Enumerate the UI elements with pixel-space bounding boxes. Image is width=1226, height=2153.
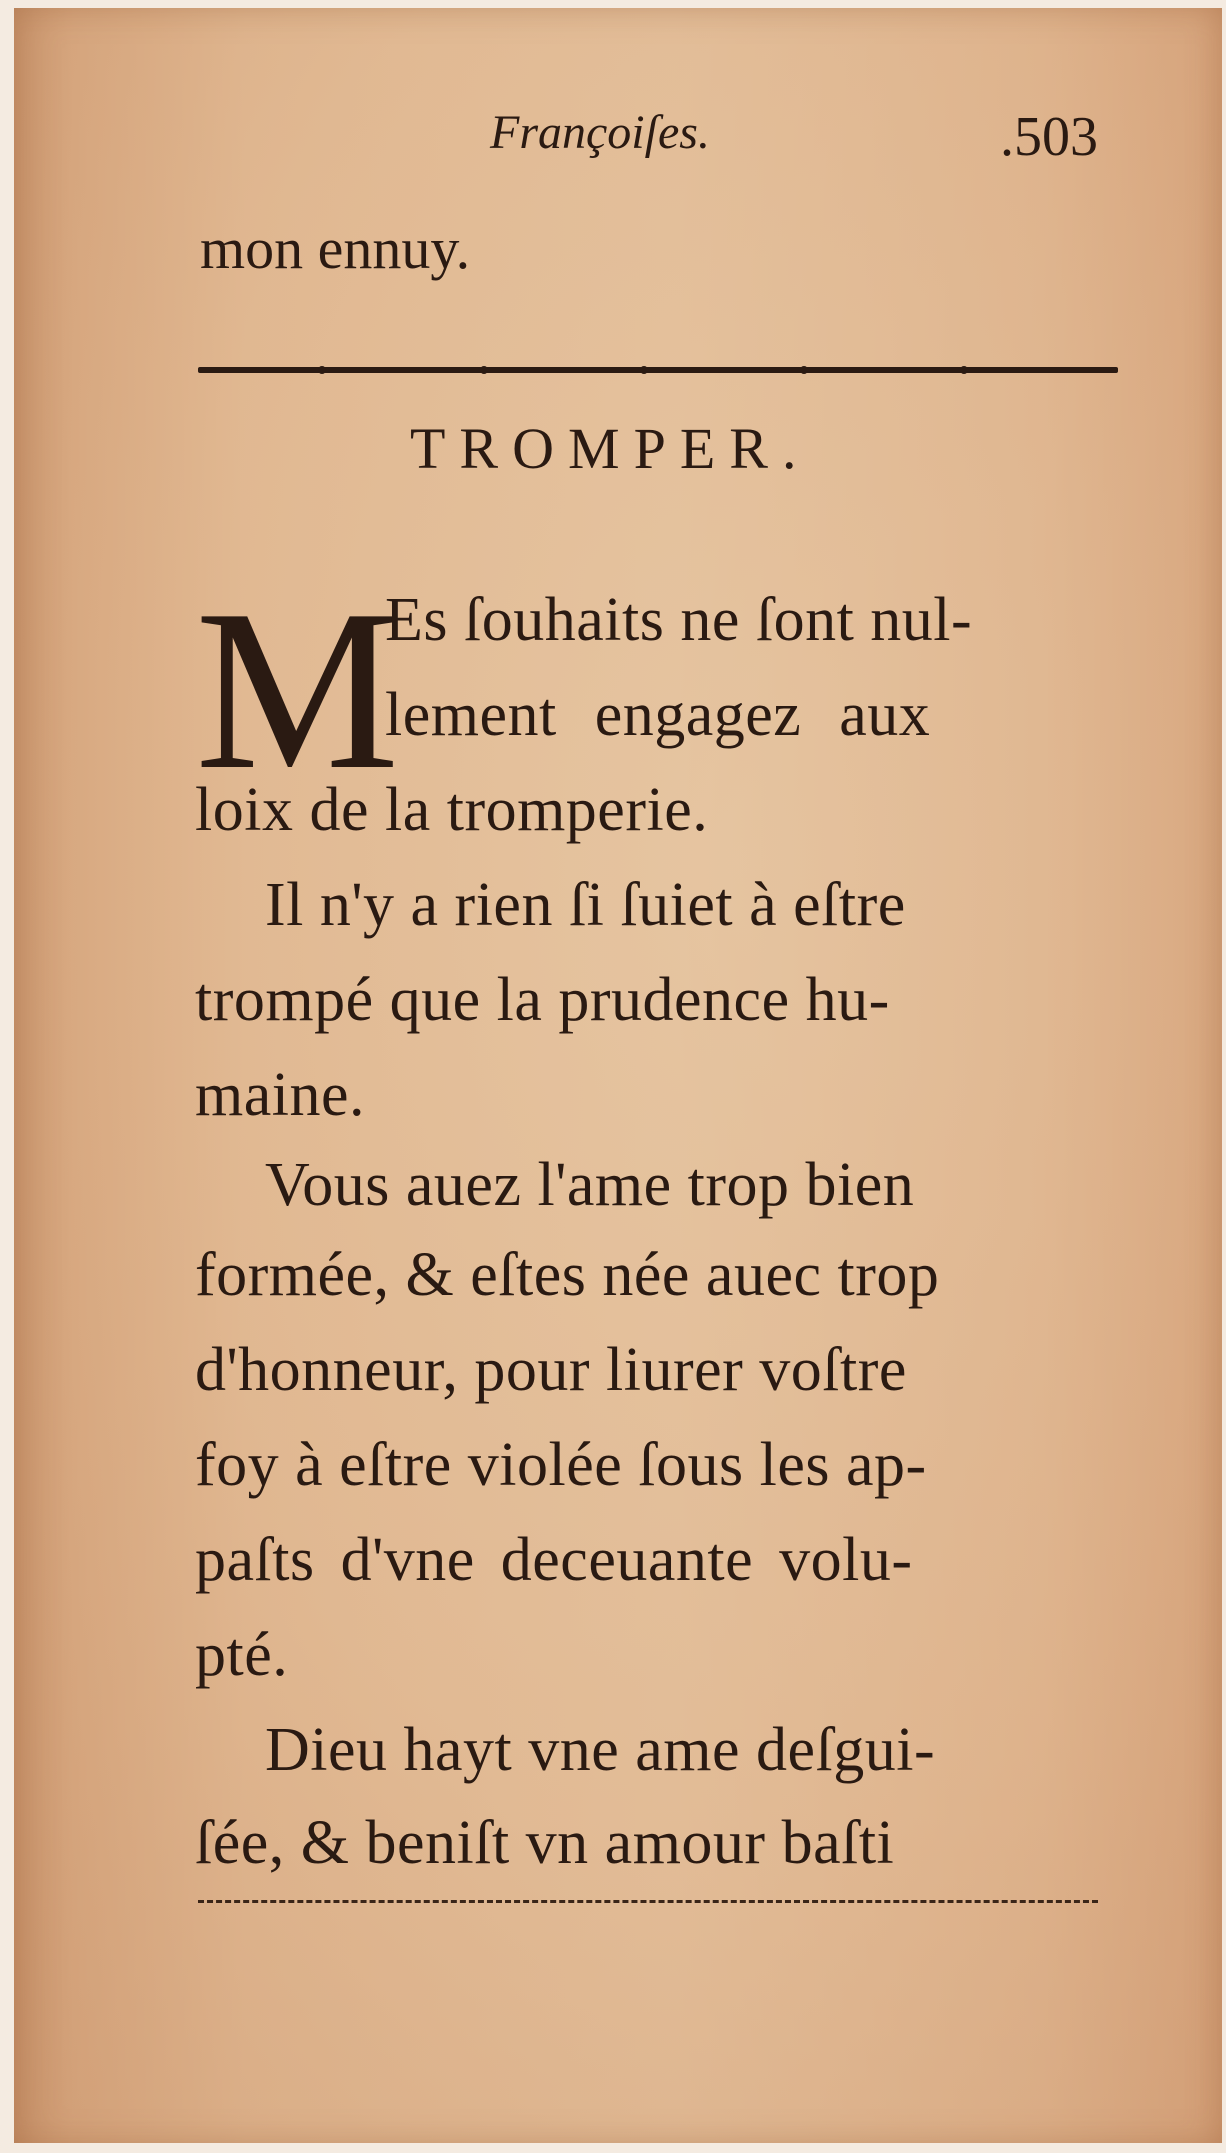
text-line: lement engagez aux [385,681,931,749]
drop-cap: M [195,562,400,817]
text-line: Dieu hayt vne ame deſgui- [265,1716,936,1784]
text-line: formée, & eſtes née auec trop [195,1241,940,1309]
text-line: foy à eſtre violée ſous les ap- [195,1431,927,1499]
page-number: .503 [1000,106,1098,168]
carry-over-line: mon ennuy. [200,216,471,281]
scan-border-bottom [0,2143,1226,2153]
text-line: d'honneur, pour liurer voſtre [195,1336,907,1404]
text-line: Vous auez l'ame trop bien [265,1151,915,1219]
text-line: maine. [195,1061,365,1129]
scan-border-right [1222,0,1226,2153]
text-line: ſée, & beniſt vn amour baſti [195,1809,895,1877]
scan-border-top [0,0,1226,8]
text-line: loix de la tromperie. [195,776,709,844]
show-through-text [250,320,265,389]
running-head: Françoiſes. [490,106,710,159]
rule-ornament [640,366,648,374]
rule-ornament [318,366,326,374]
rule-ornament [800,366,808,374]
text-line: Es ſouhaits ne ſont nul- [385,586,973,654]
section-title: TROMPER. [410,416,811,481]
bottom-rule [198,1900,1098,1906]
scan-border-left [0,0,14,2153]
text-line: trompé que la prudence hu- [195,966,890,1034]
text-line: paſts d'vne deceuante volu- [195,1526,913,1594]
rule-ornament [960,366,968,374]
text-line: pté. [195,1621,289,1689]
rule-ornament [480,366,488,374]
ornamental-rule [198,367,1118,373]
text-line: Il n'y a rien ſi ſuiet à eſtre [265,871,906,939]
